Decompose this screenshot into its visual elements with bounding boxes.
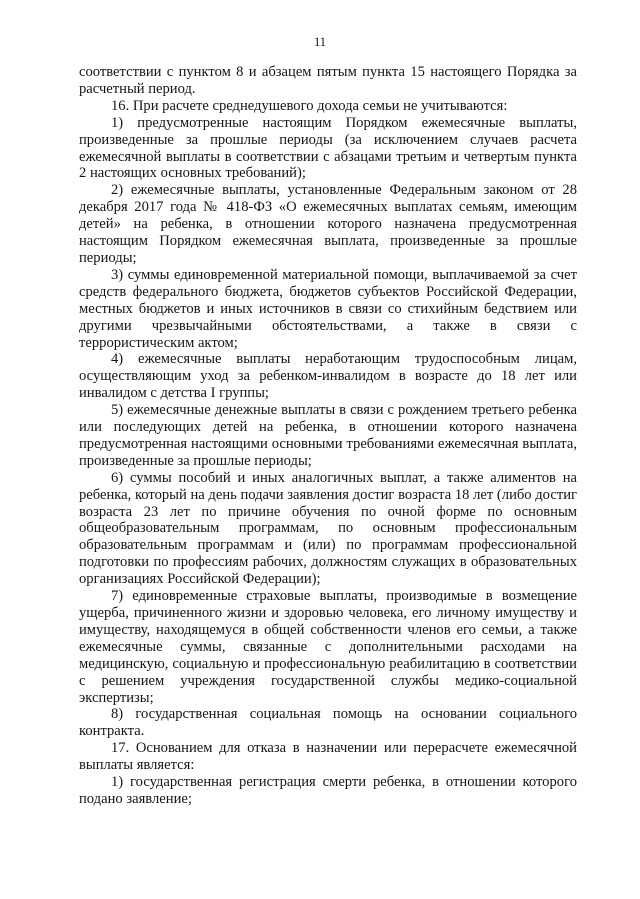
paragraph-subitem-8: 8) государственная социальная помощь на основании социального контракта. bbox=[79, 706, 577, 740]
paragraph-subitem-1: 1) предусмотренные настоящим Порядком ежемесячные выплаты, произведенные за прошлые периоды (за исключением случаев расчета ежемесячной выплаты в соответствии с абзацами третьим и четвертым пункта 2 настоящих основных требований); bbox=[79, 114, 577, 182]
paragraph-continuation: соответствии с пунктом 8 и абзацем пятым пункта 15 настоящего Порядка за расчетный период. bbox=[79, 64, 577, 97]
paragraph-item-17: 17. Основанием для отказа в назначении или перерасчете ежемесячной выплаты является: bbox=[79, 740, 577, 774]
paragraph-item-16: 16. При расчете среднедушевого дохода семьи не учитываются: bbox=[111, 97, 508, 114]
paragraph-subitem-2: 2) ежемесячные выплаты, установленные Федеральным законом от 28 декабря 2017 года № 418-ФЗ «О ежемесячных выплатах семьям, имеющим детей» на ребенка, в отношении которого назначена предусмотренная настоящим Порядком ежемесячная выплата, произведенные за прошлые периоды; bbox=[79, 182, 577, 266]
paragraph-subitem-4: 4) ежемесячные выплаты неработающим трудоспособным лицам, осуществляющим уход за ребенком-инвалидом в возрасте до 18 лет или инвалидом с детства I группы; bbox=[79, 351, 577, 402]
document-body bbox=[79, 64, 577, 808]
paragraph-item-17-subitem-1: 1) государственная регистрация смерти ребенка, в отношении которого подано заявление; bbox=[79, 774, 577, 807]
paragraph-subitem-6: 6) суммы пособий и иных аналогичных выплат, а также алиментов на ребенка, который на день подачи заявления достиг возраста 18 лет (либо достиг возраста 23 лет по причине обучения по очной форме по основным общеобразовательным программам, по основным профессиональным образовательным программам и (или) по программам профессиональной подготовки по профессиям рабочих, должностям служащих в образовательных организациях Российской Федерации); bbox=[79, 469, 577, 588]
paragraph-subitem-5: 5) ежемесячные денежные выплаты в связи с рождением третьего ребенка или последующих детей на ребенка, в отношении которого назначена предусмотренная настоящими основными требованиями ежемесячная выплата, произведенные за прошлые периоды; bbox=[79, 402, 577, 469]
paragraph-subitem-7: 7) единовременные страховые выплаты, производимые в возмещение ущерба, причиненного жизни и здоровью человека, его личному имуществу и имуществу, находящемуся в общей собственности членов его семьи, а также ежемесячные суммы, связанные с дополнительными расходами на медицинскую, социальную и профессиональную реабилитацию в соответствии с решением учреждения государственной службы медико-социальной экспертизы; bbox=[79, 588, 577, 706]
page-number: 11 bbox=[313, 35, 327, 49]
paragraph-subitem-3: 3) суммы единовременной материальной помощи, выплачиваемой за счет средств федерального бюджета, бюджетов субъектов Российской Федерации, местных бюджетов и иных источников в связи со стихийным бедствием или другими чрезвычайными обстоятельствами, а также в связи с террористическим актом; bbox=[79, 266, 577, 351]
